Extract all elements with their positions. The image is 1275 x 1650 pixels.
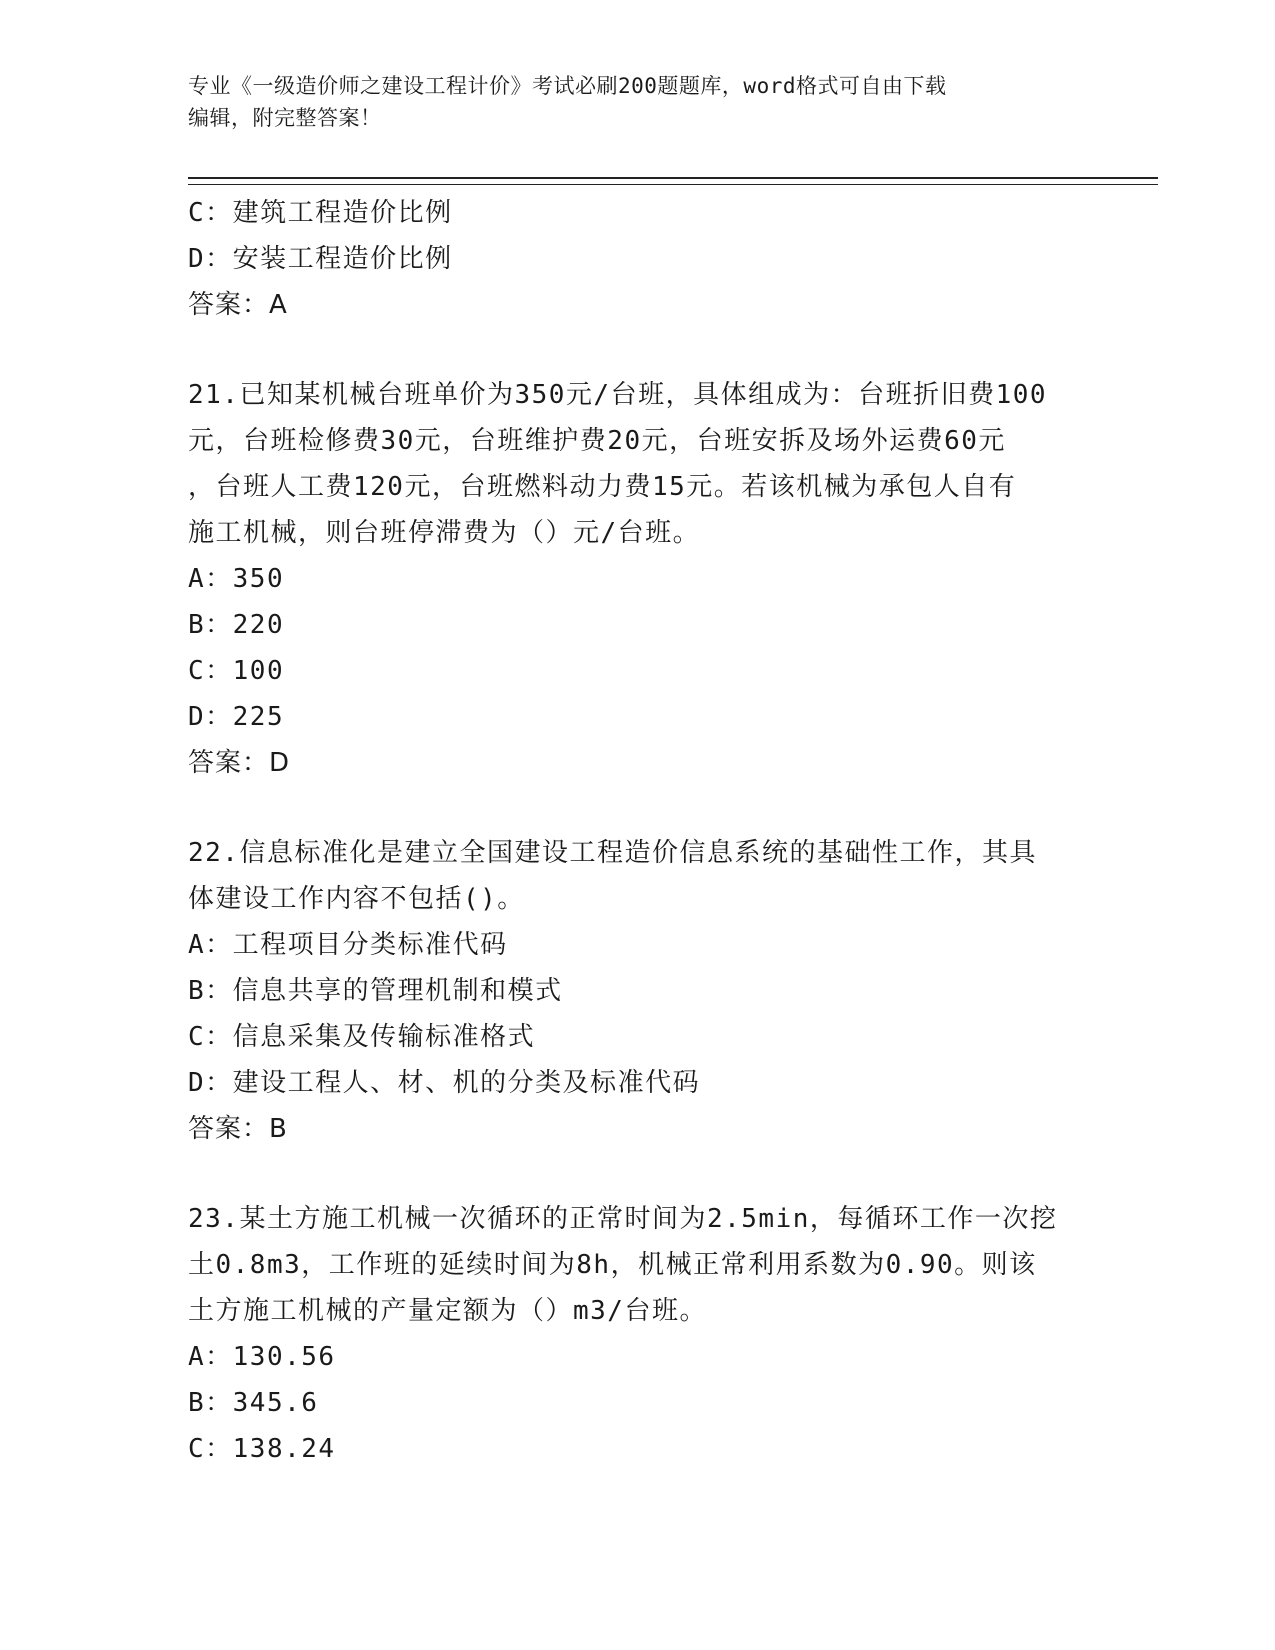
question-text: 22.信息标准化是建立全国建设工程造价信息系统的基础性工作，其具 体建设工作内容不包括()。 bbox=[188, 838, 1037, 914]
question-list bbox=[188, 190, 1088, 1472]
answer-line: 答案：A bbox=[188, 290, 288, 320]
option-c: C：建筑工程造价比例 bbox=[188, 198, 453, 228]
question-text: 21.已知某机械台班单价为350元/台班，具体组成为：台班折旧费100 元，台班检修费30元，台班维护费20元，台班安拆及场外运费60元 ，台班人工费120元，台班燃料动力费15元。若该机械为承包人自有 施工机械，则台班停滞费为（）元/台班。 bbox=[188, 380, 1048, 548]
answer-line: 答案：B bbox=[188, 1114, 288, 1144]
document-header bbox=[188, 70, 1078, 134]
option-d: D：安装工程造价比例 bbox=[188, 244, 453, 274]
question-block-21 bbox=[188, 372, 1088, 786]
option-b: B：信息共享的管理机制和模式 bbox=[188, 976, 563, 1006]
prev-question-block bbox=[188, 190, 1088, 328]
option-a: A：350 bbox=[188, 564, 285, 594]
option-b: B：220 bbox=[188, 610, 285, 640]
header-divider-thin bbox=[188, 184, 1158, 185]
option-d: D：225 bbox=[188, 702, 285, 732]
option-a: A：工程项目分类标准代码 bbox=[188, 930, 508, 960]
option-c: C：138.24 bbox=[188, 1434, 336, 1464]
option-c: C：信息采集及传输标准格式 bbox=[188, 1022, 536, 1052]
option-c: C：100 bbox=[188, 656, 285, 686]
question-text: 23.某土方施工机械一次循环的正常时间为2.5min，每循环工作一次挖 土0.8m3，工作班的延续时间为8h，机械正常利用系数为0.90。则该 土方施工机械的产量定额为（）m3/台班。 bbox=[188, 1204, 1058, 1326]
option-a: A：130.56 bbox=[188, 1342, 336, 1372]
option-d: D：建设工程人、材、机的分类及标准代码 bbox=[188, 1068, 701, 1098]
question-block-23 bbox=[188, 1196, 1088, 1472]
header-line-1: 专业《一级造价师之建设工程计价》考试必刷200题题库，word格式可自由下载 bbox=[188, 74, 947, 98]
question-block-22 bbox=[188, 830, 1088, 1152]
answer-line: 答案：D bbox=[188, 748, 291, 778]
header-divider-thick bbox=[188, 177, 1158, 179]
option-b: B：345.6 bbox=[188, 1388, 319, 1418]
header-line-2: 编辑，附完整答案！ bbox=[188, 106, 382, 130]
